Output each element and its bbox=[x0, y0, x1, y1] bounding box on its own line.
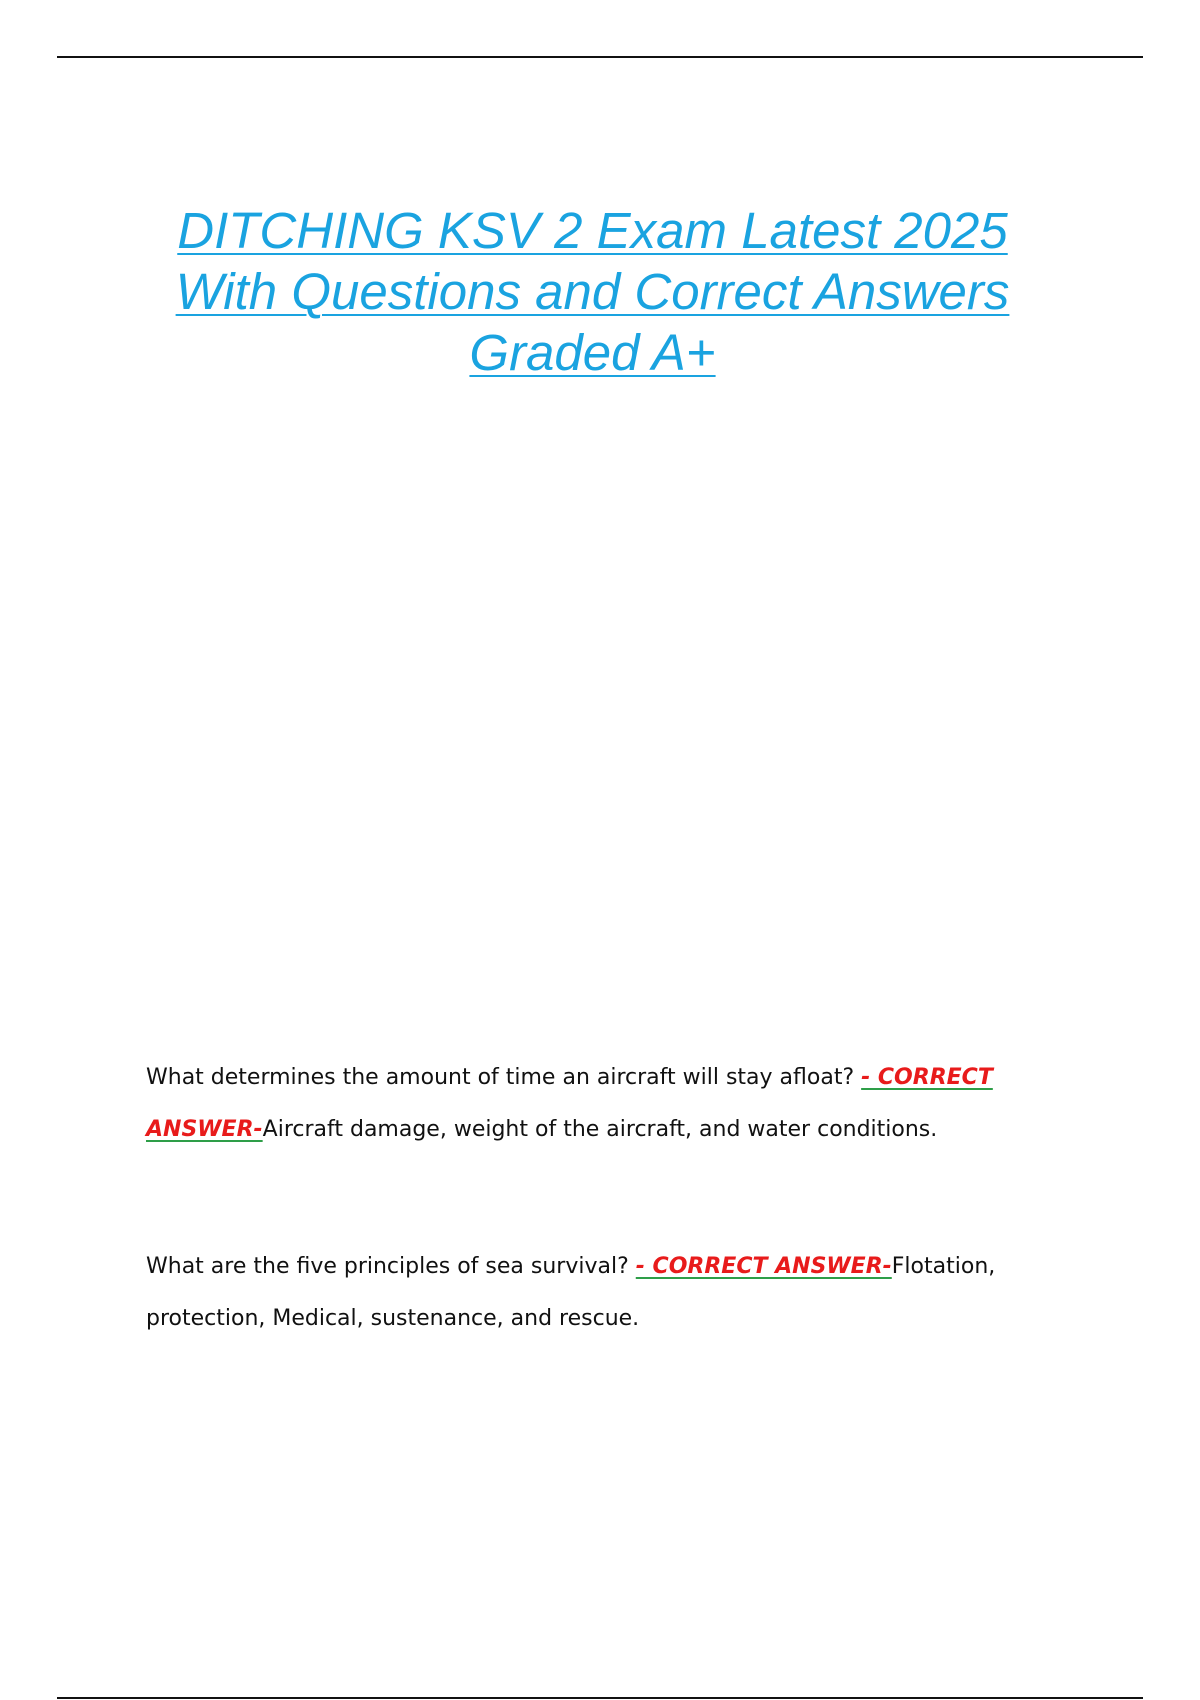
footer-rule bbox=[57, 1697, 1143, 1699]
qa-item-2 bbox=[146, 1241, 1046, 1345]
correct-answer-marker: - CORRECT ANSWER- bbox=[635, 1254, 892, 1279]
qa-item-1 bbox=[146, 1052, 1046, 1156]
answer-text: Aircraft damage, weight of the aircraft, and water conditions. bbox=[262, 1117, 938, 1142]
correct-answer-marker: - CORRECT ANSWER- bbox=[146, 1065, 993, 1142]
document-title: DITCHING KSV 2 Exam Latest 2025 With Questions and Correct Answers Graded A+ bbox=[175, 202, 1010, 381]
header-rule bbox=[57, 56, 1143, 58]
question-text: What determines the amount of time an aircraft will stay afloat? bbox=[146, 1065, 855, 1090]
answer-text: Flotation, protection, Medical, sustenance, and rescue. bbox=[146, 1254, 996, 1331]
question-text: What are the five principles of sea survival? bbox=[146, 1254, 629, 1279]
